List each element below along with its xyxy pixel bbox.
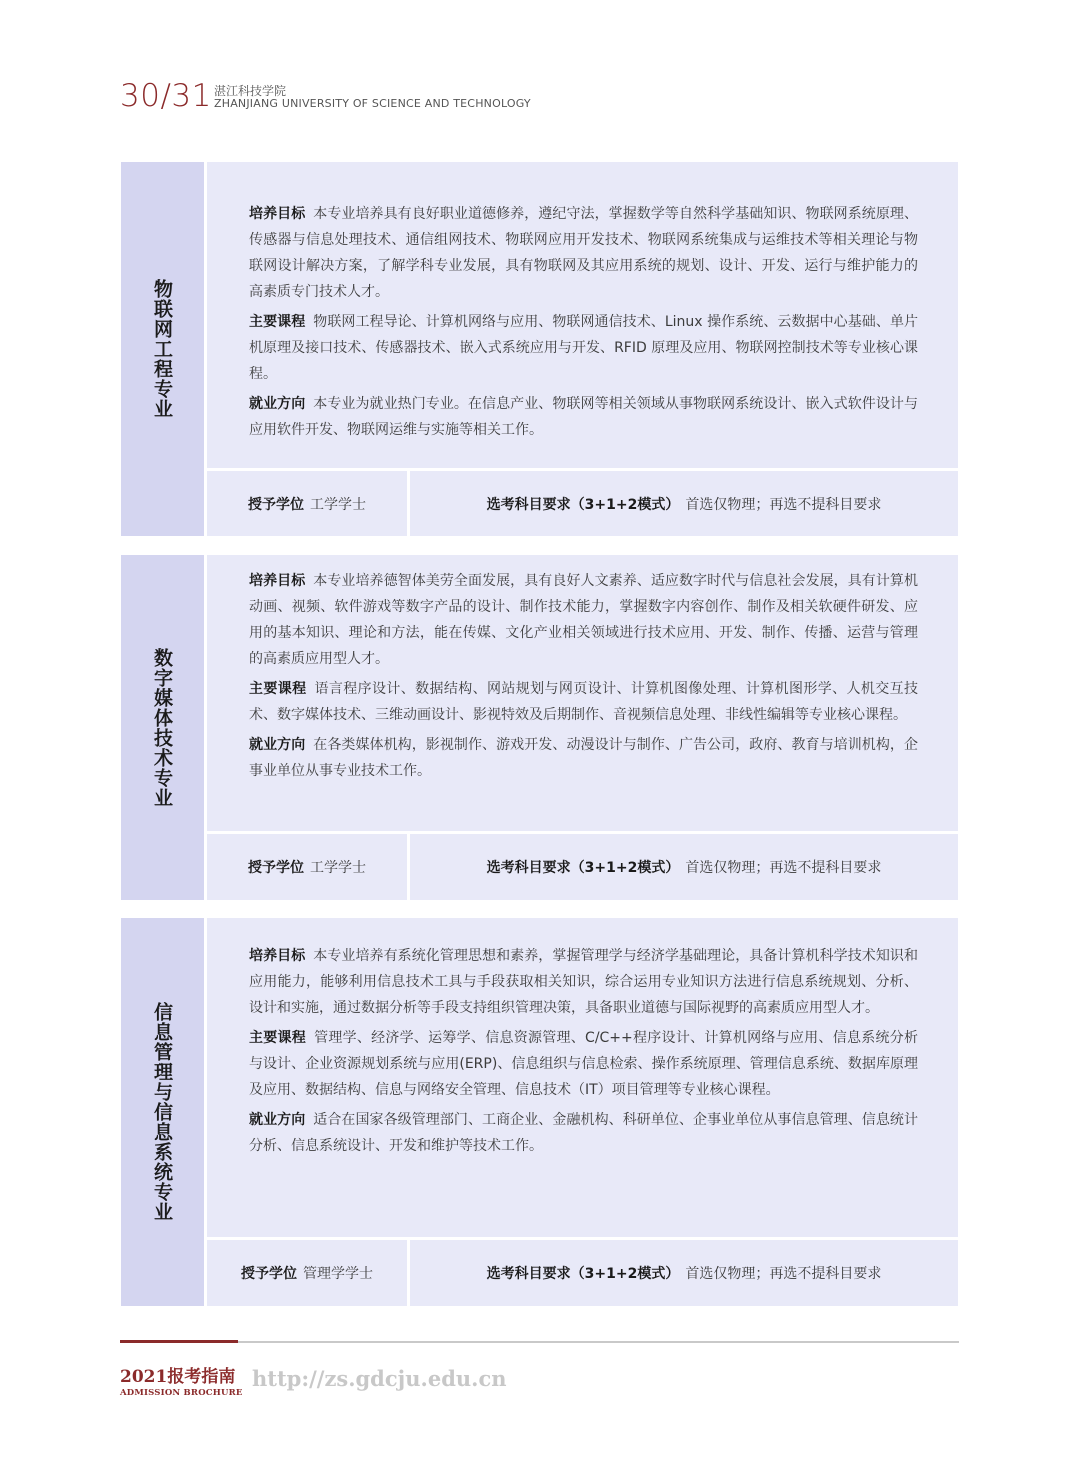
major-section-information-management bbox=[121, 918, 958, 1306]
subject-requirement-cell bbox=[410, 471, 958, 536]
degree-value: 管理学学士 bbox=[303, 1266, 373, 1282]
degree-cell bbox=[207, 834, 407, 900]
main-courses bbox=[249, 309, 918, 387]
subject-requirement-label: 选考科目要求（3+1+2模式） bbox=[486, 1266, 680, 1282]
major-title: 信息管理与信息系统专业 bbox=[151, 1002, 173, 1222]
degree-row bbox=[207, 834, 958, 900]
career-direction-label: 就业方向 bbox=[249, 737, 306, 753]
training-goal bbox=[249, 201, 918, 305]
university-name-cn: 湛江科技学院 bbox=[214, 84, 287, 98]
subject-requirement-value: 首选仅物理；再选不提科目要求 bbox=[685, 860, 882, 876]
main-courses-text: 管理学、经济学、运筹学、信息资源管理、C/C++程序设计、计算机网络与应用、信息系统分析与设计、企业资源规划系统与应用(ERP)、信息组织与信息检索、操作系统原理、管理信息系统、数据库原理及应用、数据结构、信息与网络安全管理、信息技术（IT）项目管理等专业核心课程。 bbox=[249, 1030, 919, 1098]
main-courses-label: 主要课程 bbox=[249, 314, 306, 330]
major-title: 物联网工程专业 bbox=[151, 279, 173, 419]
subject-requirement-cell bbox=[410, 1240, 958, 1306]
subject-requirement-cell bbox=[410, 834, 958, 900]
degree-label: 授予学位 bbox=[241, 1266, 297, 1282]
subject-requirement-value: 首选仅物理；再选不提科目要求 bbox=[685, 496, 882, 513]
career-direction-text: 在各类媒体机构，影视制作、游戏开发、动漫设计与制作、广告公司，政府、教育与培训机构，企事业单位从事专业技术工作。 bbox=[249, 737, 919, 779]
training-goal-text: 本专业培养有系统化管理思想和素养，掌握管理学与经济学基础理论，具备计算机科学技术知识和应用能力，能够利用信息技术工具与手段获取相关知识，综合运用专业知识方法进行信息系统规划、分析、设计和实施，通过数据分析等手段支持组织管理决策，具备职业道德与国际视野的高素质应用型人才。 bbox=[249, 948, 919, 1016]
main-courses-label: 主要课程 bbox=[249, 1030, 307, 1046]
training-goal-text: 本专业培养德智体美劳全面发展，具有良好人文素养、适应数字时代与信息社会发展，具有计算机动画、视频、软件游戏等数字产品的设计、制作技术能力，掌握数字内容创作、制作及相关软硬件研发、应用的基本知识、理论和方法，能在传媒、文化产业相关领域进行技术应用、开发、制作、传播、运营与管理的高素质应用型人才。 bbox=[249, 573, 919, 667]
career-direction-text: 本专业为就业热门专业。在信息产业、物联网等相关领域从事物联网系统设计、嵌入式软件设计与应用软件开发、物联网运维与实施等相关工作。 bbox=[249, 396, 919, 438]
subject-requirement-label: 选考科目要求（3+1+2模式） bbox=[486, 860, 680, 876]
major-title: 数字媒体技术专业 bbox=[151, 647, 173, 808]
brochure-logo bbox=[120, 1362, 243, 1398]
university-name-en: ZHANJIANG UNIVERSITY OF SCIENCE AND TECHNOLOGY bbox=[214, 97, 531, 110]
training-goal-label: 培养目标 bbox=[249, 206, 306, 222]
degree-value: 工学学士 bbox=[310, 496, 366, 513]
footer-accent-bar bbox=[120, 1340, 238, 1343]
career-direction bbox=[249, 1107, 918, 1159]
main-courses-text: 物联网工程导论、计算机网络与应用、物联网通信技术、Linux 操作系统、云数据中心基础、单片机原理及接口技术、传感器技术、嵌入式系统应用与开发、RFID 原理及应用、物联网控制技术等专业核心课程。 bbox=[249, 314, 919, 382]
main-courses bbox=[249, 1025, 918, 1103]
training-goal-text: 本专业培养具有良好职业道德修养，遵纪守法，掌握数学等自然科学基础知识、物联网系统原理、传感器与信息处理技术、通信组网技术、物联网应用开发技术、物联网系统集成与运维技术等相关理论与物联网设计解决方案，了解学科专业发展，具有物联网及其应用系统的规划、设计、开发、运行与维护能力的高素质专门技术人才。 bbox=[249, 206, 919, 300]
career-direction-label: 就业方向 bbox=[249, 396, 306, 412]
training-goal bbox=[249, 943, 918, 1021]
career-direction-text: 适合在国家各级管理部门、工商企业、金融机构、科研单位、企事业单位从事信息管理、信息统计分析、信息系统设计、开发和维护等技术工作。 bbox=[249, 1112, 919, 1154]
training-goal-label: 培养目标 bbox=[249, 573, 306, 589]
main-courses bbox=[249, 676, 918, 728]
training-goal bbox=[249, 568, 918, 672]
degree-value: 工学学士 bbox=[310, 860, 366, 876]
brochure-title-cn: 2021报考指南 bbox=[120, 1367, 236, 1387]
career-direction bbox=[249, 732, 918, 784]
major-side-label bbox=[121, 162, 204, 536]
subject-requirement-value: 首选仅物理；再选不提科目要求 bbox=[685, 1266, 882, 1282]
degree-cell bbox=[207, 1240, 407, 1306]
major-side-label bbox=[121, 918, 204, 1306]
major-section-iot bbox=[121, 162, 958, 536]
brochure-title-en: ADMISSION BROCHURE bbox=[120, 1388, 243, 1398]
major-section-digital-media bbox=[121, 555, 958, 900]
subject-requirement-label: 选考科目要求（3+1+2模式） bbox=[486, 496, 680, 513]
training-goal-label: 培养目标 bbox=[249, 948, 306, 964]
degree-label: 授予学位 bbox=[248, 496, 304, 513]
admission-url-link[interactable]: http://zs.gdcju.edu.cn bbox=[252, 1366, 507, 1391]
footer-divider bbox=[120, 1341, 959, 1343]
page-number: 30/31 bbox=[120, 78, 212, 114]
major-description bbox=[207, 918, 958, 1237]
degree-cell bbox=[207, 471, 407, 536]
career-direction-label: 就业方向 bbox=[249, 1112, 306, 1128]
degree-row bbox=[207, 1240, 958, 1306]
degree-row bbox=[207, 471, 958, 536]
main-courses-label: 主要课程 bbox=[249, 681, 307, 697]
major-description bbox=[207, 555, 958, 831]
major-description bbox=[207, 162, 958, 468]
career-direction bbox=[249, 391, 918, 443]
major-side-label bbox=[121, 555, 204, 900]
degree-label: 授予学位 bbox=[248, 860, 304, 876]
main-courses-text: 语言程序设计、数据结构、网站规划与网页设计、计算机图像处理、计算机图形学、人机交互技术、数字媒体技术、三维动画设计、影视特效及后期制作、音视频信息处理、非线性编辑等专业核心课程。 bbox=[249, 681, 919, 723]
